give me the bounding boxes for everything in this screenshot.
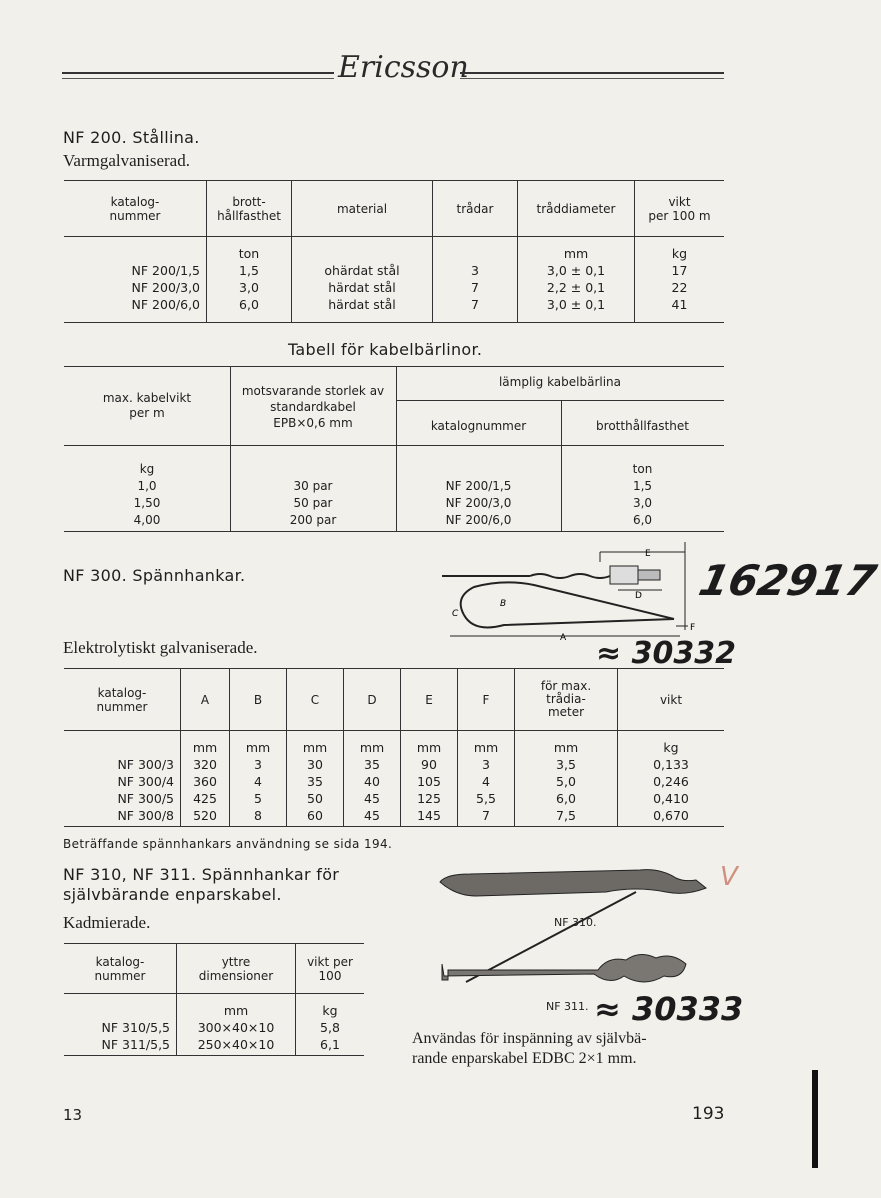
kabel-hline-head — [64, 445, 724, 446]
nf300-row4-vikt: 0,670 — [653, 808, 689, 823]
unit-ton: ton — [238, 246, 260, 261]
nf200-row2-material: härdat stål — [328, 280, 396, 295]
nf200-row2-tradar: 7 — [471, 280, 479, 295]
nf300-col-trad — [515, 731, 618, 827]
kabel-row1-vikt: 1,0 — [137, 479, 157, 493]
nf300-row4-e: 145 — [417, 808, 441, 823]
kabel-header-storlek: motsvarande storlek av standardkabel EPB×0,6 mm — [241, 384, 385, 430]
nf300-header-f: F — [458, 669, 515, 731]
nf300-row4-b: 8 — [254, 808, 262, 823]
kabel-row1-brott: 1,5 — [632, 479, 653, 493]
nf300-row3-c: 50 — [307, 791, 323, 806]
diameter-col — [518, 237, 635, 323]
nf300-row1-c: 30 — [307, 757, 323, 772]
diagram-label-c: C — [452, 609, 459, 619]
nf310-header-vikt: vikt per 100 — [296, 944, 365, 994]
nf300-row2-e: 105 — [417, 774, 441, 789]
kabel-row3-vikt: 4,00 — [133, 513, 161, 527]
kabel-col-storlek — [230, 461, 396, 529]
nf300-header-b: B — [230, 669, 287, 731]
nf200-row2-katalog: NF 200/3,0 — [131, 280, 200, 295]
kabel-row1-storlek: 30 par — [293, 479, 333, 493]
nf200-subtitle: Varmgalvaniserad. — [63, 151, 190, 170]
nf300-row1-f: 3 — [482, 757, 490, 772]
nf300-row3-trad: 6,0 — [556, 791, 576, 806]
handwritten-number-30332: ≈ 30332 — [596, 636, 736, 671]
nf300-col-e — [401, 731, 458, 827]
nf300-row2-a: 360 — [193, 774, 217, 789]
nf300-col-vikt — [618, 731, 725, 827]
nf300-row1-katalog: NF 300/3 — [117, 757, 174, 772]
nf200-row2-vikt: 22 — [671, 280, 688, 295]
nf300-row2-f: 4 — [482, 774, 490, 789]
nf310-col-vikt — [296, 994, 365, 1056]
header-tradar: trådar — [433, 181, 518, 237]
nf300-row4-f: 7 — [482, 808, 490, 823]
nf200-title: NF 200. Stållina. — [63, 128, 200, 147]
nf300-row4-d: 45 — [364, 808, 380, 823]
nf300-row3-d: 45 — [364, 791, 380, 806]
kabel-header-katalog: katalognummer — [430, 419, 527, 433]
nf300-header-d: D — [344, 669, 401, 731]
nf200-row1-vikt: 17 — [671, 263, 688, 278]
nf300-header-a: A — [181, 669, 230, 731]
nf310-col-dim — [177, 994, 296, 1056]
header-rule-right-2 — [460, 78, 724, 79]
diagram-label-b: B — [500, 599, 507, 609]
nf310-row2-vikt: 6,1 — [320, 1037, 340, 1052]
unit-kg: kg — [671, 246, 688, 261]
kabel-row3-katalog: NF 200/6,0 — [445, 513, 512, 527]
kabel-col-brott — [561, 461, 724, 529]
nf310-row1-vikt: 5,8 — [320, 1020, 340, 1035]
nf300-row3-e: 125 — [417, 791, 441, 806]
nf300-unit-c: mm — [302, 740, 328, 755]
diagram-label-a: A — [560, 633, 567, 643]
nf310-header-dim: yttre dimensioner — [177, 944, 296, 994]
nf300-header-c: C — [287, 669, 344, 731]
nf300-row1-a: 320 — [193, 757, 217, 772]
nf300-row4-a: 520 — [193, 808, 217, 823]
nf300-row2-trad: 5,0 — [556, 774, 576, 789]
diagram-label-d: D — [635, 591, 642, 601]
kabel-row2-vikt: 1,50 — [133, 496, 161, 510]
nf310-title-line1: NF 310, NF 311. Spännhankar för — [63, 865, 340, 884]
nf200-row3-vikt: 41 — [671, 297, 688, 312]
nf300-row2-vikt: 0,246 — [653, 774, 689, 789]
nf300-row3-katalog: NF 300/5 — [117, 791, 174, 806]
diagram-label-e: E — [645, 549, 651, 559]
nf300-row1-e: 90 — [421, 757, 437, 772]
nf300-row3-a: 425 — [193, 791, 217, 806]
page-number-right: 193 — [692, 1104, 725, 1124]
nf310-usage-line1: Användas för inspänning av självbä- — [412, 1030, 647, 1047]
nf200-row1-katalog: NF 200/1,5 — [131, 263, 200, 278]
header-katalog: katalog- nummer — [64, 181, 207, 237]
nf300-row1-vikt: 0,133 — [653, 757, 689, 772]
nf200-row3-material: härdat stål — [328, 297, 396, 312]
header-rule-left-2 — [62, 78, 334, 79]
tradar-col — [433, 237, 518, 323]
nf300-row1-b: 3 — [254, 757, 262, 772]
kabel-title: Tabell för kabelbärlinor. — [288, 340, 483, 359]
nf200-row2-diameter: 2,2 ± 0,1 — [546, 280, 606, 295]
kabel-col-katalog — [396, 461, 561, 529]
kabel-header-maxvikt: max. kabelvikt per m — [102, 391, 192, 420]
nf300-row2-b: 4 — [254, 774, 262, 789]
nf300-title: NF 300. Spännhankar. — [63, 566, 246, 585]
katalog-col — [64, 237, 207, 323]
nf310-row1-dim: 300×40×10 — [197, 1020, 275, 1035]
nf200-table — [64, 180, 724, 323]
header-rule-left — [62, 72, 334, 74]
nf310-unit-mm: mm — [223, 1003, 249, 1018]
nf310-row2-katalog: NF 311/5,5 — [101, 1037, 170, 1052]
kabel-row2-katalog: NF 200/3,0 — [445, 496, 512, 510]
nf310-usage-line2: rande enparskabel EDBC 2×1 mm. — [412, 1050, 637, 1067]
nf300-unit-d: mm — [359, 740, 385, 755]
nf300-header-e: E — [401, 669, 458, 731]
nf310-table — [64, 943, 364, 1056]
nf300-unit-f: mm — [473, 740, 499, 755]
kabel-row2-brott: 3,0 — [632, 496, 653, 510]
header-material: material — [292, 181, 433, 237]
ericsson-logo: Ericsson — [338, 50, 469, 85]
check-mark-1: V — [720, 862, 738, 892]
material-col — [292, 237, 433, 323]
nf300-header-trad: för max. trådia- meter — [515, 669, 618, 731]
handwritten-number-162917: 162917 — [694, 556, 881, 605]
nf310-311-illustration — [436, 864, 726, 994]
nf200-row1-diameter: 3,0 ± 0,1 — [546, 263, 606, 278]
nf310-title-line2: självbärande enparskabel. — [63, 885, 282, 904]
nf300-row3-vikt: 0,410 — [653, 791, 689, 806]
nf300-row2-c: 35 — [307, 774, 323, 789]
nf300-row2-katalog: NF 300/4 — [117, 774, 174, 789]
kabel-row1-katalog: NF 200/1,5 — [445, 479, 512, 493]
header-rule-right — [460, 72, 724, 74]
kabel-unit-ton: ton — [632, 462, 653, 476]
kabel-row3-storlek: 200 par — [289, 513, 337, 527]
nf300-col-b — [230, 731, 287, 827]
nf300-row1-trad: 3,5 — [556, 757, 576, 772]
kabel-header-lamplig: lämplig kabelbärlina — [498, 375, 622, 389]
nf300-subtitle: Elektrolytiskt galvaniserade. — [63, 638, 258, 657]
kabel-unit-kg: kg — [139, 462, 155, 476]
nf300-col-f — [458, 731, 515, 827]
nf300-note: Beträffande spännhankars användning se sida 194. — [63, 837, 393, 851]
header-brott: brott- hållfasthet — [207, 181, 292, 237]
kabel-table — [64, 366, 724, 532]
nf310-col-katalog — [64, 994, 177, 1056]
kabel-row2-storlek: 50 par — [293, 496, 333, 510]
nf300-row2-d: 40 — [364, 774, 380, 789]
header-traddiameter: tråddiameter — [518, 181, 635, 237]
kabel-col-vikt — [64, 461, 230, 529]
nf300-col-a — [181, 731, 230, 827]
kabel-hline-sub — [396, 400, 724, 401]
nf300-unit-a: mm — [192, 740, 218, 755]
nf200-row3-diameter: 3,0 ± 0,1 — [546, 297, 606, 312]
nf200-row1-material: ohärdat stål — [324, 263, 400, 278]
nf300-unit-e: mm — [416, 740, 442, 755]
nf300-row3-b: 5 — [254, 791, 262, 806]
page-edge-mark — [812, 1070, 818, 1168]
nf300-row3-f: 5,5 — [476, 791, 496, 806]
nf300-unit-vikt: kg — [663, 740, 679, 755]
nf310-row1-katalog: NF 310/5,5 — [101, 1020, 170, 1035]
nf200-row1-tradar: 3 — [471, 263, 479, 278]
nf200-row3-tradar: 7 — [471, 297, 479, 312]
nf300-row1-d: 35 — [364, 757, 380, 772]
diagram-label-f: F — [690, 623, 696, 633]
kabel-header-brott: brotthållfasthet — [596, 419, 689, 433]
nf300-unit-b: mm — [245, 740, 271, 755]
brott-col — [207, 237, 292, 323]
nf310-unit-kg: kg — [322, 1003, 338, 1018]
nf310-header-katalog: katalog- nummer — [64, 944, 177, 994]
nf300-unit-trad: mm — [553, 740, 579, 755]
nf300-row4-katalog: NF 300/8 — [117, 808, 174, 823]
unit-mm: mm — [563, 246, 589, 261]
nf310-row2-dim: 250×40×10 — [197, 1037, 275, 1052]
page-number-left: 13 — [63, 1106, 83, 1124]
header-vikt: vikt per 100 m — [635, 181, 725, 237]
vikt-col — [635, 237, 725, 323]
kabel-row3-brott: 6,0 — [632, 513, 653, 527]
nf310-subtitle: Kadmierade. — [63, 913, 151, 932]
nf200-row2-brott: 3,0 — [239, 280, 259, 295]
nf300-table — [64, 668, 724, 827]
nf300-col-c — [287, 731, 344, 827]
nf310-label: NF 310. — [554, 916, 597, 929]
nf300-header-vikt: vikt — [618, 669, 725, 731]
nf311-label: NF 311. — [546, 1000, 589, 1013]
nf300-col-katalog — [64, 731, 181, 827]
nf300-row4-trad: 7,5 — [556, 808, 576, 823]
handwritten-number-30333: ≈ 30333 — [594, 990, 744, 1028]
nf300-row4-c: 60 — [307, 808, 323, 823]
nf200-row3-brott: 6,0 — [239, 297, 259, 312]
nf300-col-d — [344, 731, 401, 827]
nf200-row1-brott: 1,5 — [239, 263, 259, 278]
nf200-row3-katalog: NF 200/6,0 — [131, 297, 200, 312]
nf300-header-katalog: katalog- nummer — [64, 669, 181, 731]
